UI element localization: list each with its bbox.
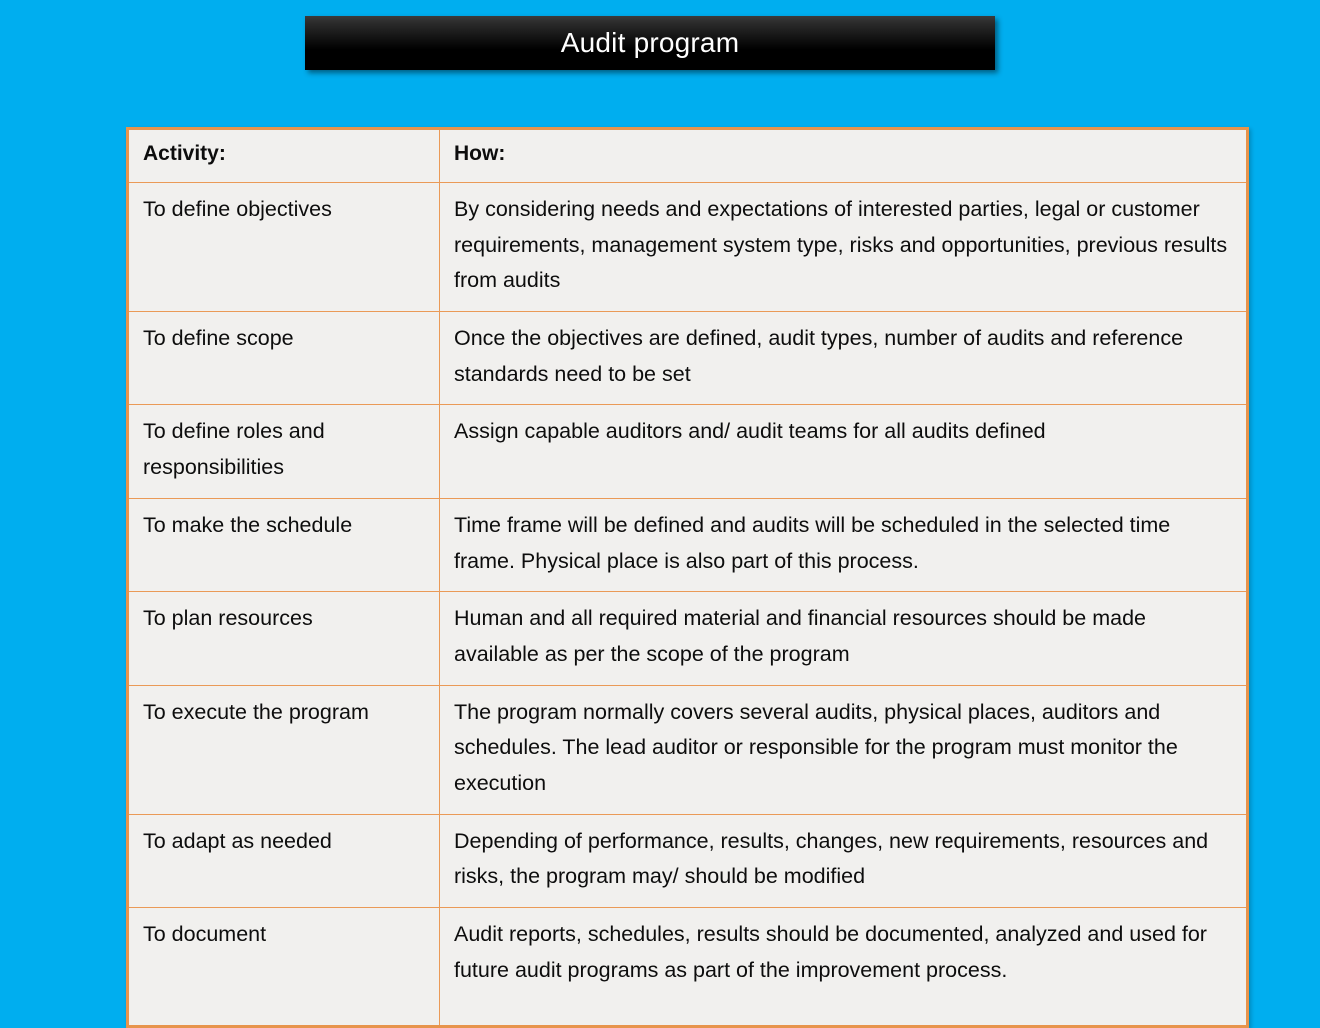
- cell-how: Audit reports, schedules, results should be documented, analyzed and used for future audit programs as part of the improvement process.: [440, 908, 1248, 1027]
- cell-activity: To execute the program: [128, 685, 440, 814]
- slide-title-bar: [305, 16, 995, 70]
- table-header-row: [128, 129, 1248, 183]
- table-row: [128, 814, 1248, 907]
- cell-how: The program normally covers several audits, physical places, auditors and schedules. The lead auditor or responsible for the program must monitor the execution: [440, 685, 1248, 814]
- page-title: Audit program: [560, 27, 740, 58]
- table-row: [128, 405, 1248, 498]
- cell-activity: To define objectives: [128, 183, 440, 312]
- table-row: [128, 312, 1248, 405]
- table-body: [128, 183, 1248, 1027]
- column-header-how: How:: [440, 129, 1248, 183]
- cell-activity: To adapt as needed: [128, 814, 440, 907]
- table-row: [128, 498, 1248, 591]
- cell-activity: To document: [128, 908, 440, 1027]
- table-row: [128, 685, 1248, 814]
- cell-how: Depending of performance, results, changes, new requirements, resources and risks, the program may/ should be modified: [440, 814, 1248, 907]
- cell-activity: To make the schedule: [128, 498, 440, 591]
- cell-how: Time frame will be defined and audits will be scheduled in the selected time frame. Physical place is also part of this process.: [440, 498, 1248, 591]
- table-row: [128, 908, 1248, 1027]
- cell-how: Once the objectives are defined, audit types, number of audits and reference standards need to be set: [440, 312, 1248, 405]
- audit-program-table: [126, 127, 1249, 1028]
- table-header: [128, 129, 1248, 183]
- cell-activity: To define roles and responsibilities: [128, 405, 440, 498]
- cell-activity: To plan resources: [128, 592, 440, 685]
- table-row: [128, 183, 1248, 312]
- cell-how: Assign capable auditors and/ audit teams for all audits defined: [440, 405, 1248, 498]
- column-header-activity: Activity:: [128, 129, 440, 183]
- table-row: [128, 592, 1248, 685]
- audit-program-table-container: [126, 127, 1246, 1028]
- cell-activity: To define scope: [128, 312, 440, 405]
- cell-how: Human and all required material and financial resources should be made available as per the scope of the program: [440, 592, 1248, 685]
- cell-how: By considering needs and expectations of interested parties, legal or customer requirements, management system type, risks and opportunities, previous results from audits: [440, 183, 1248, 312]
